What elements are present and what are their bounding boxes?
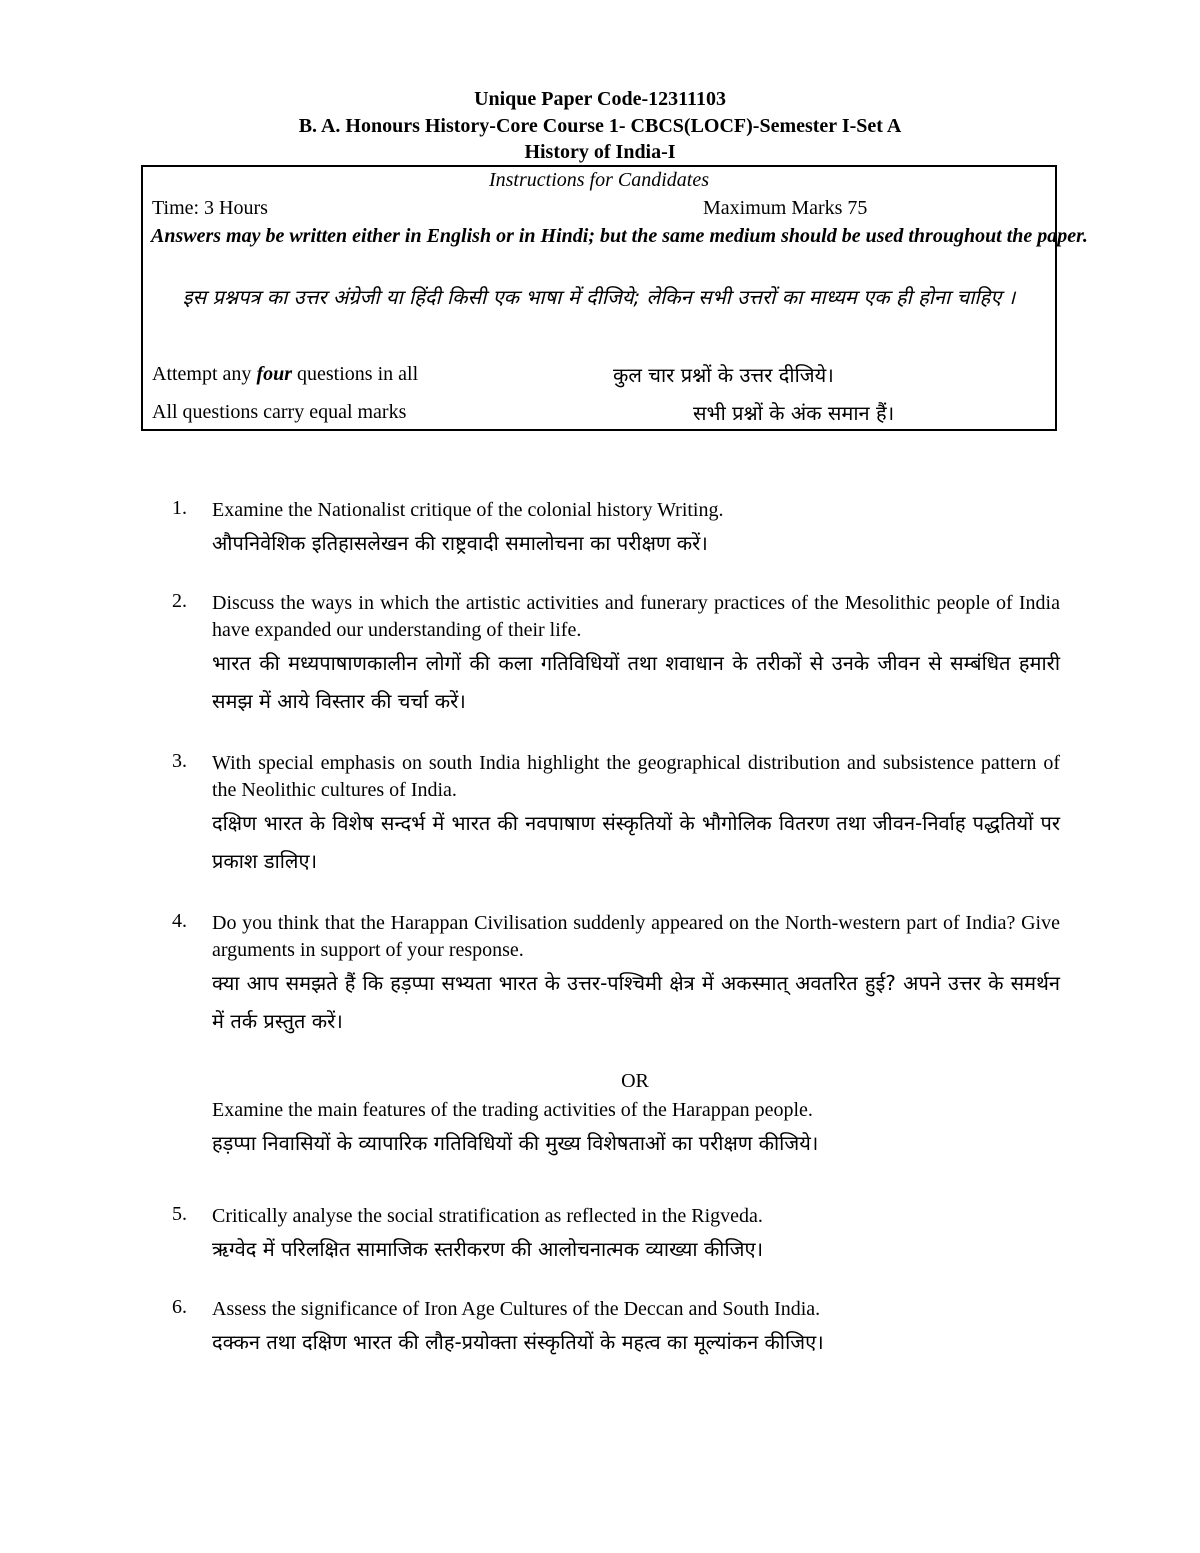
alternative-text-en: Examine the main features of the trading activities of the Harappan people.	[212, 1099, 813, 1121]
medium-instruction-en: Answers may be written either in English or in Hindi; but the same medium should be used throughout the paper.	[151, 225, 1088, 247]
question-text-hi: ऋग्वेद में परिलक्षित सामाजिक स्तरीकरण की आलोचनात्मक व्याख्या कीजिए।	[212, 1237, 764, 1261]
question-5	[172, 1203, 1060, 1268]
equal-marks-en: All questions carry equal marks	[152, 401, 407, 423]
or-separator: OR	[621, 1070, 649, 1092]
question-text-en: Do you think that the Harappan Civilisation suddenly appeared on the North-western part of India? Give arguments in support of your response.	[212, 912, 1060, 961]
question-text-en: Examine the Nationalist critique of the colonial history Writing.	[212, 499, 724, 521]
instructions-title: Instructions for Candidates	[488, 169, 709, 191]
question-number: 6.	[172, 1296, 187, 1318]
course-title: B. A. Honours History-Core Course 1- CBCS(LOCF)-Semester I-Set A	[298, 115, 902, 137]
paper-title: History of India-I	[524, 141, 676, 163]
question-4	[172, 910, 1060, 1040]
maximum-marks: Maximum Marks 75	[703, 197, 868, 219]
alternative-text-hi: हड़प्पा निवासियों के व्यापारिक गतिविधियों की मुख्य विशेषताओं का परीक्षण कीजिये।	[212, 1131, 819, 1155]
question-text-en: Discuss the ways in which the artistic activities and funerary practices of the Mesolithic people of India have expanded our understanding of their life.	[212, 592, 1060, 641]
question-6	[172, 1296, 1060, 1361]
question-text-hi: भारत की मध्यपाषाणकालीन लोगों की कला गतिविधियों तथा शवाधान के तरीकों से उनके जीवन से सम्बंधित हमारी समझ में आये विस्तार की चर्चा करें।	[212, 651, 1060, 713]
question-number: 4.	[172, 910, 187, 932]
question-4-alternative	[212, 1097, 1060, 1162]
equal-marks-hi: सभी प्रश्नों के अंक समान हैं।	[693, 401, 895, 425]
instructions-box	[141, 165, 1088, 431]
question-3	[172, 750, 1060, 880]
question-text-en: With special emphasis on south India highlight the geographical distribution and subsistence pattern of the Neolithic cultures of India.	[212, 752, 1060, 801]
question-text-en: Assess the significance of Iron Age Cultures of the Deccan and South India.	[212, 1298, 821, 1320]
question-text-en: Critically analyse the social stratification as reflected in the Rigveda.	[212, 1205, 763, 1227]
question-text-hi: क्या आप समझते हैं कि हड़प्पा सभ्यता भारत के उत्तर-पश्चिमी क्षेत्र में अकस्मात् अवतरित हुई? अपने उत्तर के समर्थन में तर्क प्रस्तुत करें।	[212, 971, 1060, 1033]
question-2	[172, 590, 1060, 720]
question-number: 5.	[172, 1203, 187, 1225]
question-text-hi: दक्कन तथा दक्षिण भारत की लौह-प्रयोक्ता संस्कृतियों के महत्व का मूल्यांकन कीजिए।	[212, 1330, 824, 1354]
medium-instruction-hi: इस प्रश्नपत्र का उत्तर अंग्रेजी या हिंदी किसी एक भाषा में दीजिये; लेकिन सभी उत्तरों का माध्यम एक ही होना चाहिए ।	[182, 285, 1016, 309]
question-text-hi: औपनिवेशिक इतिहासलेखन की राष्ट्रवादी समालोचना का परीक्षण करें।	[212, 531, 708, 555]
question-number: 1.	[172, 497, 187, 519]
attempt-instruction-hi: कुल चार प्रश्नों के उत्तर दीजिये।	[613, 363, 834, 387]
time-allowed: Time: 3 Hours	[152, 197, 268, 219]
attempt-instruction-en: Attempt any four questions in all	[152, 363, 419, 385]
question-number: 2.	[172, 590, 187, 612]
question-1	[172, 497, 1060, 562]
question-number: 3.	[172, 750, 187, 772]
question-text-hi: दक्षिण भारत के विशेष सन्दर्भ में भारत की नवपाषाण संस्कृतियों के भौगोलिक वितरण तथा जीवन-निर्वाह पद्धतियों पर प्रकाश डालिए।	[212, 811, 1060, 873]
paper-code: Unique Paper Code-12311103	[474, 88, 726, 110]
